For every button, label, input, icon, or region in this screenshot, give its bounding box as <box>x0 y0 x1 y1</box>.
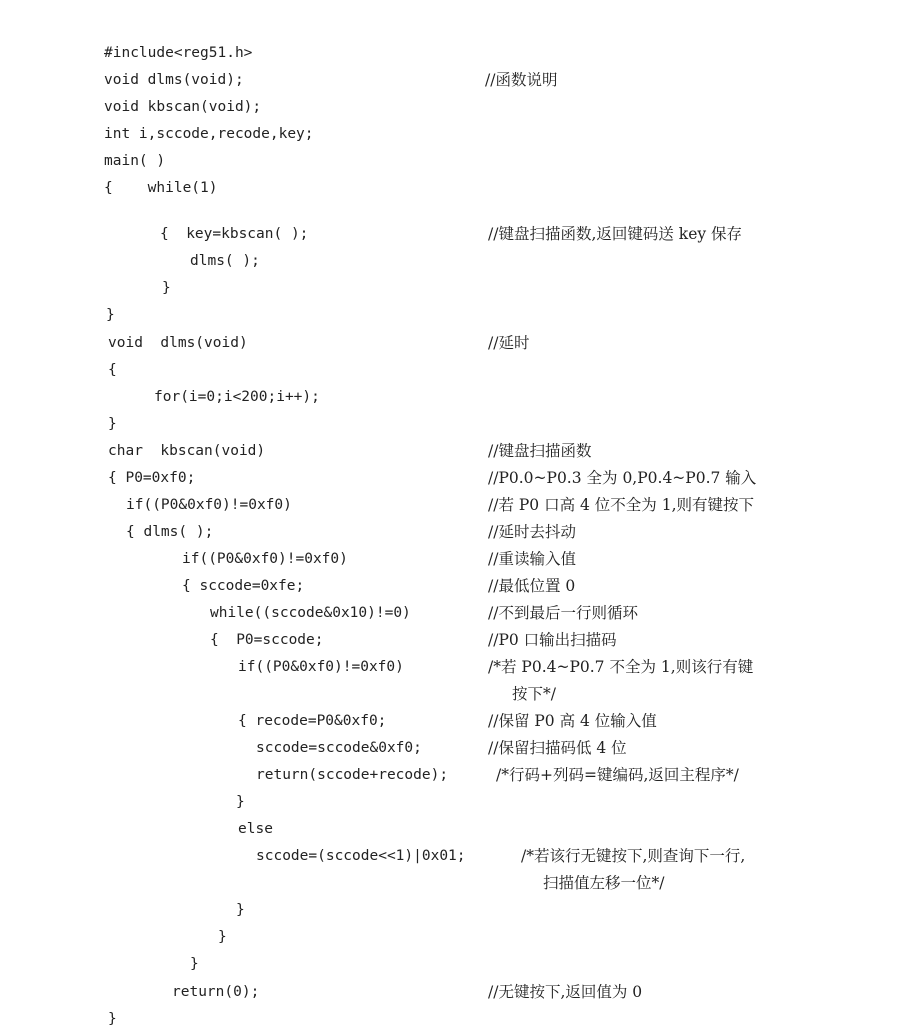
code-line: return(sccode+recode); <box>256 767 449 783</box>
code-comment: /*若 P0.4~P0.7 不全为 1,则该行有键 <box>488 658 754 676</box>
code-comment: //P0 口输出扫描码 <box>488 631 617 649</box>
code-comment: //P0.0~P0.3 全为 0,P0.4~P0.7 输入 <box>488 469 757 487</box>
code-comment: //键盘扫描函数 <box>488 442 592 460</box>
code-line: void dlms(void); <box>104 72 244 88</box>
code-line: } <box>236 794 245 810</box>
code-comment: //最低位置 0 <box>488 577 576 595</box>
code-line: { while(1) <box>104 180 218 196</box>
code-line: void kbscan(void); <box>104 99 262 115</box>
code-line: } <box>106 307 115 323</box>
code-comment: //若 P0 口高 4 位不全为 1,则有键按下 <box>488 496 755 514</box>
code-line: if((P0&0xf0)!=0xf0) <box>182 551 348 567</box>
code-line: } <box>218 929 227 945</box>
code-line: { P0=sccode; <box>210 632 324 648</box>
code-comment: //保留扫描码低 4 位 <box>488 739 627 757</box>
code-comment: //保留 P0 高 4 位输入值 <box>488 712 657 730</box>
code-line: { <box>108 362 117 378</box>
code-line: } <box>162 280 171 296</box>
code-line: while((sccode&0x10)!=0) <box>210 605 411 621</box>
code-line: return(0); <box>172 984 260 1000</box>
code-line: { sccode=0xfe; <box>182 578 305 594</box>
code-line: char kbscan(void) <box>108 443 266 459</box>
code-line: { dlms( ); <box>126 524 214 540</box>
code-line: int i,sccode,recode,key; <box>104 126 314 142</box>
code-line: sccode=sccode&0xf0; <box>256 740 422 756</box>
code-line: if((P0&0xf0)!=0xf0) <box>238 659 404 675</box>
code-line: { P0=0xf0; <box>108 470 196 486</box>
code-line: { key=kbscan( ); <box>160 226 309 242</box>
code-line: } <box>236 902 245 918</box>
code-line: main( ) <box>104 153 166 169</box>
code-comment: //延时去抖动 <box>488 523 576 541</box>
code-line: } <box>190 956 199 972</box>
code-comment: /*行码+列码=键编码,返回主程序*/ <box>496 766 739 784</box>
code-line: dlms( ); <box>190 253 260 269</box>
code-comment: //键盘扫描函数,返回键码送 key 保存 <box>488 225 743 243</box>
code-comment: /*若该行无键按下,则查询下一行, <box>521 847 746 865</box>
code-line: { recode=P0&0xf0; <box>238 713 387 729</box>
code-comment: //重读输入值 <box>488 550 576 568</box>
code-comment: //不到最后一行则循环 <box>488 604 638 622</box>
code-comment: //延时 <box>488 334 530 352</box>
code-line: #include<reg51.h> <box>104 45 253 61</box>
code-comment-continuation: 按下*/ <box>512 685 556 703</box>
code-comment-continuation: 扫描值左移一位*/ <box>543 874 665 892</box>
code-comment: //无键按下,返回值为 0 <box>488 983 643 1001</box>
code-line: sccode=(sccode<<1)|0x01; <box>256 848 466 864</box>
code-line: } <box>108 1011 117 1027</box>
code-line: void dlms(void) <box>108 335 248 351</box>
code-comment: //函数说明 <box>485 71 558 89</box>
code-line: else <box>238 821 273 837</box>
code-line: } <box>108 416 117 432</box>
code-line: if((P0&0xf0)!=0xf0) <box>126 497 292 513</box>
code-line: for(i=0;i<200;i++); <box>154 389 320 405</box>
